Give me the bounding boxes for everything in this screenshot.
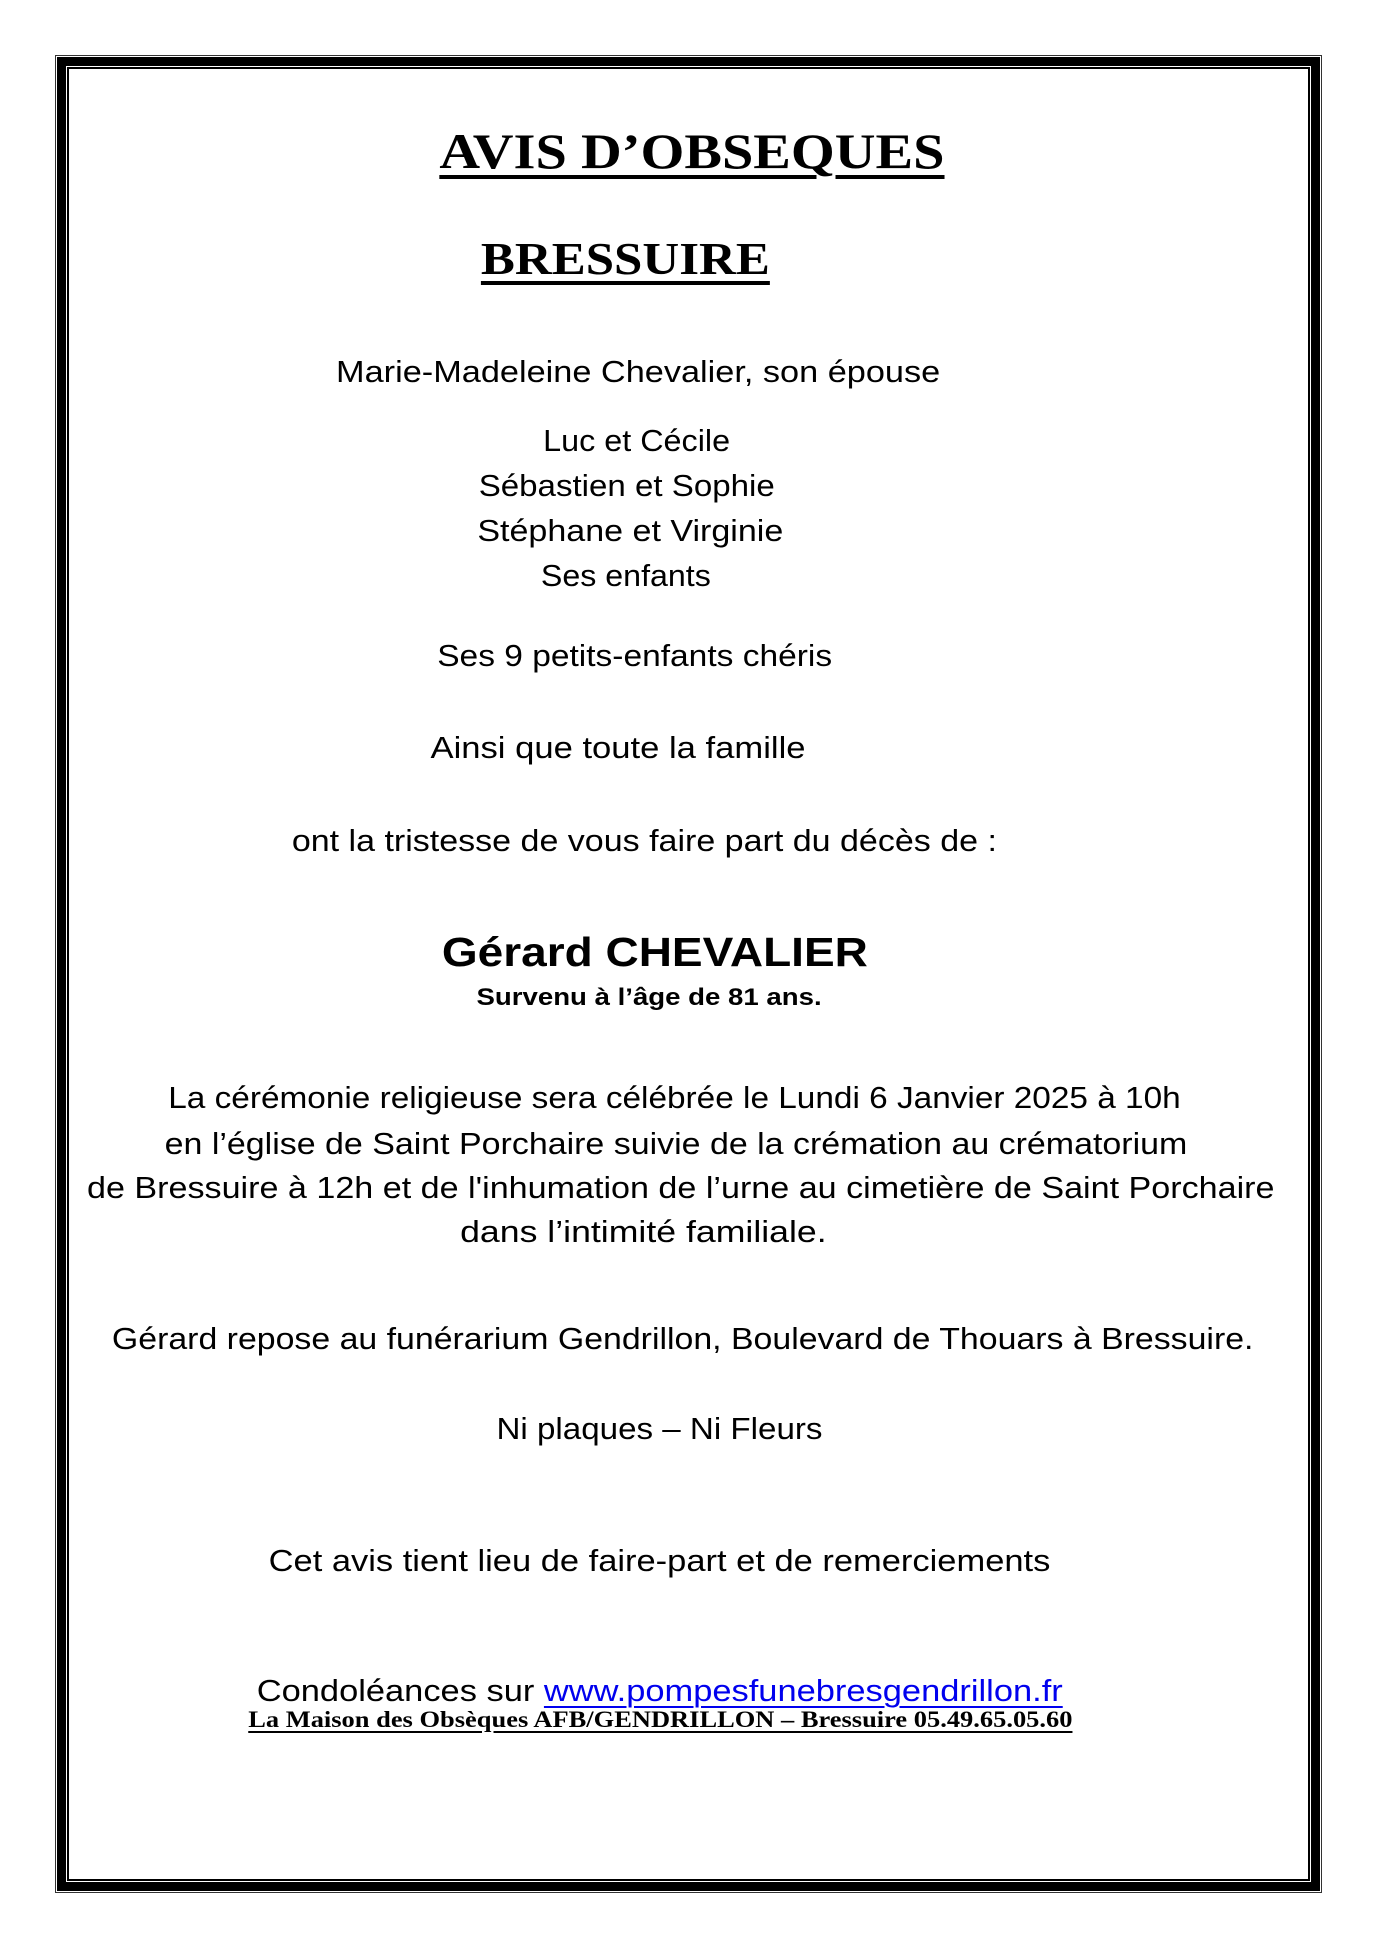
- children-label: Ses enfants: [541, 557, 711, 593]
- ceremony-line-4: dans l’intimité familiale.: [459, 1213, 827, 1249]
- thanks-line: Cet avis tient lieu de faire-part et de remerciements: [268, 1542, 1050, 1578]
- ceremony-line-1: La cérémonie religieuse sera célébrée le Lundi 6 Janvier 2025 à 10h: [167, 1079, 1181, 1115]
- child-couple-1: Luc et Cécile: [543, 422, 731, 458]
- footer-line: La Maison des Obsèques AFB/GENDRILLON – Bressuire 05.49.65.05.60: [247, 1707, 1073, 1733]
- condolences-line: [257, 1672, 1063, 1708]
- deceased-name: Gérard CHEVALIER: [441, 929, 869, 976]
- notice-city: BRESSUIRE: [480, 233, 770, 285]
- announcement-line: ont la tristesse de vous faire part du décès de :: [291, 822, 997, 858]
- child-couple-2: Sébastien et Sophie: [478, 467, 776, 503]
- age-line: Survenu à l’âge de 81 ans.: [476, 984, 822, 1012]
- family-line: Ainsi que toute la famille: [430, 729, 806, 765]
- condolences-link[interactable]: www.pompesfunebresgendrillon.fr: [544, 1672, 1063, 1708]
- notice-title: AVIS D’OBSEQUES: [439, 123, 945, 179]
- condolences-prefix: Condoléances sur: [257, 1672, 545, 1708]
- no-flowers-line: Ni plaques – Ni Fleurs: [495, 1410, 823, 1446]
- grandchildren-line: Ses 9 petits-enfants chéris: [437, 637, 833, 673]
- ceremony-line-3: de Bressuire à 12h et de l'inhumation de l’urne au cimetière de Saint Porchaire: [87, 1169, 1275, 1205]
- rest-place-line: Gérard repose au funérarium Gendrillon, Boulevard de Thouars à Bressuire.: [112, 1320, 1254, 1356]
- ceremony-line-2: en l’église de Saint Porchaire suivie de la crémation au crématorium: [164, 1125, 1188, 1161]
- spouse-line: Marie-Madeleine Chevalier, son épouse: [335, 353, 941, 389]
- child-couple-3: Stéphane et Virginie: [477, 512, 783, 548]
